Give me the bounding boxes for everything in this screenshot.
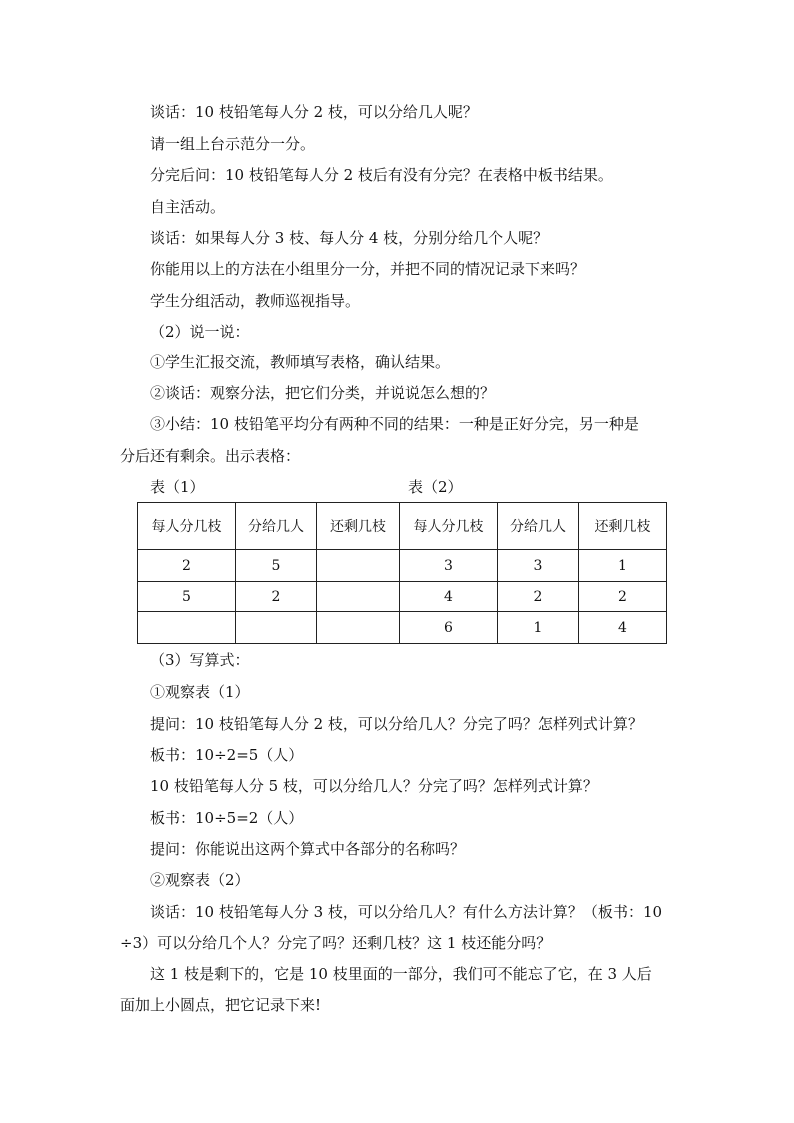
table-cell: 2: [138, 550, 236, 582]
text-line: 分后还有剩余。出示表格：: [120, 447, 301, 465]
table-cell: 3: [498, 550, 579, 582]
table-header-row: [138, 503, 667, 550]
table-cell: 3: [400, 550, 498, 582]
table-row: [138, 550, 667, 582]
table-cell: 5: [236, 550, 317, 582]
table-row: [138, 582, 667, 612]
table-cell: [236, 612, 317, 644]
text-line: ②观察表（2）: [150, 871, 250, 889]
text-line: （3）写算式：: [150, 651, 250, 669]
table-header-cell: 还剩几枝: [317, 503, 400, 550]
table-cell: [317, 550, 400, 582]
table-cell: 4: [579, 612, 667, 644]
text-line: 10 枝铅笔每人分 5 枝，可以分给几人？分完了吗？怎样列式计算？: [150, 777, 598, 795]
text-line: 自主活动。: [150, 198, 226, 216]
text-line: 这 1 枝是剩下的，它是 10 枝里面的一部分，我们可不能忘了它，在 3 人后: [150, 965, 652, 983]
text-line: ÷3）可以分给几个人？分完了吗？还剩几枝？这 1 枝还能分吗？: [120, 934, 552, 952]
text-line: 面加上小圆点，把它记录下来!: [120, 996, 322, 1014]
text-line: 板书：10÷2=5（人）: [150, 746, 304, 764]
table-header-cell: 还剩几枝: [579, 503, 667, 550]
table-cell: [317, 582, 400, 612]
table-cell: [138, 612, 236, 644]
text-line: 请一组上台示范分一分。: [150, 135, 316, 153]
text-line: ②谈话：观察分法，把它们分类，并说说怎么想的？: [150, 384, 496, 402]
text-line: ①学生汇报交流，教师填写表格，确认结果。: [150, 353, 451, 371]
table-cell: 4: [400, 582, 498, 612]
table-row: [138, 612, 667, 644]
table-header-cell: 每人分几枝: [138, 503, 236, 550]
text-line: 分完后问：10 枝铅笔每人分 2 枝后有没有分完？在表格中板书结果。: [150, 166, 613, 184]
text-line: 学生分组活动，教师巡视指导。: [150, 292, 361, 310]
table-header-cell: 分给几人: [236, 503, 317, 550]
table-cell: 5: [138, 582, 236, 612]
text-line: 提问：10 枝铅笔每人分 2 枝，可以分给几人？分完了吗？怎样列式计算？: [150, 715, 643, 733]
table-caption-1: 表（1）: [150, 478, 205, 496]
text-line: 你能用以上的方法在小组里分一分，并把不同的情况记录下来吗？: [150, 260, 586, 278]
table-cell: 2: [498, 582, 579, 612]
table-header-cell: 每人分几枝: [400, 503, 498, 550]
table-cell: 1: [579, 550, 667, 582]
table-header-cell: 分给几人: [498, 503, 579, 550]
data-table: [137, 502, 667, 644]
text-line: ③小结：10 枝铅笔平均分有两种不同的结果：一种是正好分完，另一种是: [150, 415, 639, 433]
text-line: 谈话：10 枝铅笔每人分 2 枝，可以分给几人呢？: [150, 103, 478, 121]
table-cell: 1: [498, 612, 579, 644]
table-cell: 6: [400, 612, 498, 644]
table-cell: 2: [579, 582, 667, 612]
text-line: 谈话：如果每人分 3 枝、每人分 4 枝，分别分给几个人呢？: [150, 229, 549, 247]
text-line: ①观察表（1）: [150, 683, 250, 701]
table-cell: [317, 612, 400, 644]
table-cell: 2: [236, 582, 317, 612]
table-caption-2: 表（2）: [408, 478, 463, 496]
text-line: 提问：你能说出这两个算式中各部分的名称吗？: [150, 840, 466, 858]
text-line: 板书：10÷5=2（人）: [150, 809, 304, 827]
text-line: 谈话：10 枝铅笔每人分 3 枝，可以分给几人？有什么方法计算？（板书：10: [150, 903, 663, 921]
text-line: （2）说一说：: [150, 323, 250, 341]
